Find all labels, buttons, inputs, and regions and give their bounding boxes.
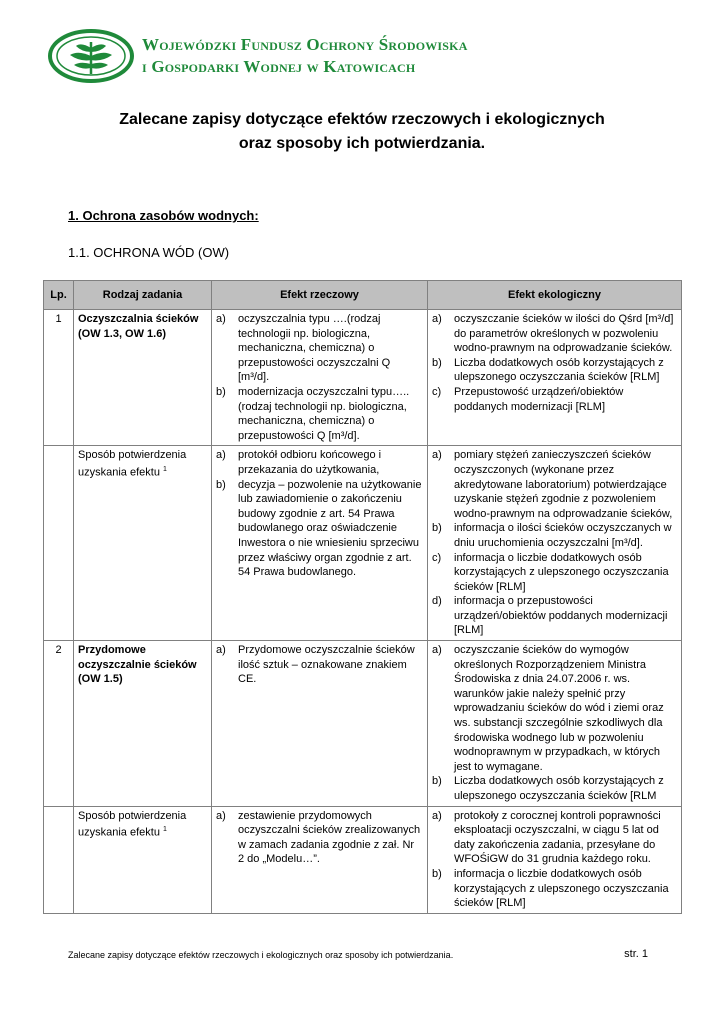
cell-material-effect [212, 806, 428, 913]
list-marker: a) [216, 449, 226, 462]
cell-task [74, 641, 212, 807]
cell-material-effect [212, 446, 428, 641]
cell-ecological-effect [428, 310, 682, 446]
list-item-text: informacja o liczbie dodatkowych osób korzystających z ulepszonego oczyszczania ścieków [RLM] [454, 551, 669, 593]
list-item-text: protokół odbioru końcowego i przekazania do użytkowania, [238, 449, 382, 476]
list-item [432, 312, 677, 356]
list-marker: a) [432, 809, 442, 822]
list-item [216, 809, 423, 867]
footnote-marker: 1 [163, 465, 167, 473]
list-marker: a) [432, 449, 442, 462]
list-marker: b) [216, 385, 226, 398]
list-marker: a) [216, 809, 226, 822]
list-item-text: oczyszczanie ścieków w ilości do Qśrd [m³/d] do parametrów określonych w pozwoleniu wodno-prawnym na odprowadzanie ścieków. [454, 313, 674, 355]
cell-material-effect [212, 641, 428, 807]
cell-lp [44, 446, 74, 641]
list-item-text: pomiary stężeń zanieczyszczeń ścieków oczyszczonych (wykonane przez akredytowane laboratorium) potwierdzające uzyskanie stężeń zgodnie z pozwoleniem wodno-prawnym na odprowadzanie ścieków, [454, 449, 673, 520]
cell-task [74, 446, 212, 641]
list-marker: b) [432, 356, 442, 369]
list-item-text: oczyszczalnia typu ….(rodzaj technologii np. biologiczna, mechaniczna, chemiczna) o przepustowości oczyszczalni Q [m³/d]. [238, 313, 391, 384]
list-item-text: informacja o przepustowości urządzeń/obiektów poddanych modernizacji [RLM] [454, 595, 668, 637]
cell-task [74, 310, 212, 446]
list-item-text: Przydomowe oczyszczalnie ścieków ilość sztuk – oznakowane znakiem CE. [238, 644, 415, 686]
table-header-row [44, 281, 682, 310]
section-heading: 1. Ochrona zasobów wodnych: [68, 208, 259, 223]
tree-leaf-logo-icon [48, 28, 134, 84]
list-marker: b) [432, 522, 442, 535]
cell-ecological-effect [428, 641, 682, 807]
list-marker: a) [216, 644, 226, 657]
footer-text: Zalecane zapisy dotyczące efektów rzeczowych i ekologicznych oraz sposoby ich potwierdzania. [68, 950, 454, 960]
list-marker: d) [432, 595, 442, 608]
cell-ecological-effect [428, 806, 682, 913]
page-number: str. 1 [624, 948, 648, 960]
cell-lp [44, 806, 74, 913]
list-item-text: oczyszczanie ścieków do wymogów określonych Rozporządzeniem Ministra Środowiska z dnia 24.07.2006 r. ws. warunków jakie należy spełnić przy wprowadzaniu ścieków do wód i ziemi oraz ws. substancji szczególnie szkodliwych dla środowiska wodnego lub w pozwoleniu wodnoprawnym w przypadkach, w których jest to wymagane. [454, 644, 664, 773]
list-item [216, 643, 423, 687]
list-marker: b) [432, 867, 442, 880]
list-marker: a) [432, 644, 442, 657]
table-row [44, 806, 682, 913]
list-item [216, 312, 423, 385]
title-line-2: oraz sposoby ich potwierdzania. [238, 135, 486, 152]
list-marker: a) [216, 313, 226, 325]
list-item [432, 594, 677, 638]
cell-lp: 1 [44, 310, 74, 446]
effect-list [432, 312, 677, 414]
effect-list [216, 312, 423, 443]
list-item [216, 448, 423, 477]
list-item-text: Przepustowość urządzeń/obiektów poddanych modernizacji [RLM] [454, 385, 624, 413]
effect-list [216, 809, 423, 867]
effects-table [43, 280, 682, 914]
cell-lp: 2 [44, 641, 74, 807]
cell-task [74, 806, 212, 913]
task-label: Przydomowe oczyszczalnie ścieków (OW 1.5) [78, 644, 197, 686]
task-label: Sposób potwierdzenia uzyskania efektu [78, 809, 187, 839]
header [48, 28, 688, 90]
effect-list [432, 643, 677, 804]
header-task: Rodzaj zadania [74, 281, 212, 310]
list-item [216, 478, 423, 580]
table-row [44, 310, 682, 446]
org-line-2: i Gospodarki Wodnej w Katowicach [142, 57, 416, 76]
organization-name [142, 34, 468, 78]
list-item [432, 867, 677, 911]
effect-list [216, 448, 423, 579]
header-material-effect: Efekt rzeczowy [212, 281, 428, 310]
table-row [44, 641, 682, 807]
header-lp: Lp. [44, 281, 74, 310]
list-item-text: informacja o ilości ścieków oczyszczanych w dniu uruchomienia oczyszczalni [m³/d]. [454, 522, 672, 549]
list-marker: b) [216, 478, 226, 491]
cell-ecological-effect [428, 446, 682, 641]
document-title [0, 108, 724, 156]
list-item-text: informacja o liczbie dodatkowych osób korzystających z ulepszonego oczyszczania ścieków [RLM] [454, 867, 669, 910]
list-item [432, 551, 677, 595]
list-item [432, 385, 677, 414]
effect-list [216, 643, 423, 687]
list-item-text: Liczba dodatkowych osób korzystających z ulepszonego oczyszczania ścieków [RLM] [454, 356, 664, 384]
effect-list [432, 809, 677, 911]
list-item-text: protokoły z corocznej kontroli poprawności eksploatacji oczyszczalni, w ciągu 5 lat od daty zakończenia zadania, przesyłane do WFOŚiGW do 31 grudnia każdego roku. [454, 809, 661, 866]
list-item [432, 521, 677, 550]
effect-list [432, 448, 677, 638]
list-marker: c) [432, 551, 442, 564]
footnote-marker: 1 [163, 826, 167, 834]
table-row [44, 446, 682, 641]
list-marker: b) [432, 775, 442, 788]
title-line-1: Zalecane zapisy dotyczące efektów rzeczowych i ekologicznych [119, 111, 605, 128]
list-item [432, 809, 677, 867]
list-item-text: zestawienie przydomowych oczyszczalni ścieków zrealizowanych w zamach zadania zgodnie z zał. Nr 2 do „Modelu…”. [238, 809, 421, 866]
list-marker: a) [432, 313, 442, 325]
task-label: Sposób potwierdzenia uzyskania efektu [78, 449, 187, 479]
task-label: Oczyszczalnia ścieków (OW 1.3, OW 1.6) [78, 313, 199, 340]
header-ecological-effect: Efekt ekologiczny [428, 281, 682, 310]
list-item-text: Liczba dodatkowych osób korzystających z ulepszonego oczyszczania ścieków [RLM [454, 775, 664, 802]
list-marker: c) [432, 385, 442, 398]
subsection-heading: 1.1. OCHRONA WÓD (OW) [68, 245, 230, 260]
list-item [432, 774, 677, 803]
cell-material-effect [212, 310, 428, 446]
list-item [432, 643, 677, 774]
org-line-1: Wojewódzki Fundusz Ochrony Środowiska [142, 35, 468, 54]
list-item [216, 385, 423, 443]
list-item [432, 448, 677, 521]
list-item-text: modernizacja oczyszczalni typu….. (rodzaj technologii np. biologiczna, mechaniczna, chemiczna) o przepustowości Q [m³/d]. [238, 385, 410, 442]
list-item [432, 356, 677, 385]
list-item-text: decyzja – pozwolenie na użytkowanie lub zawiadomienie o zakończeniu budowy zgodnie z art. 54 Prawa budowlanego oraz oświadczenie Inwestora o nie wniesieniu sprzeciwu przez właściwy organ zgodnie z art. 54 Prawa budowlanego. [238, 478, 422, 579]
